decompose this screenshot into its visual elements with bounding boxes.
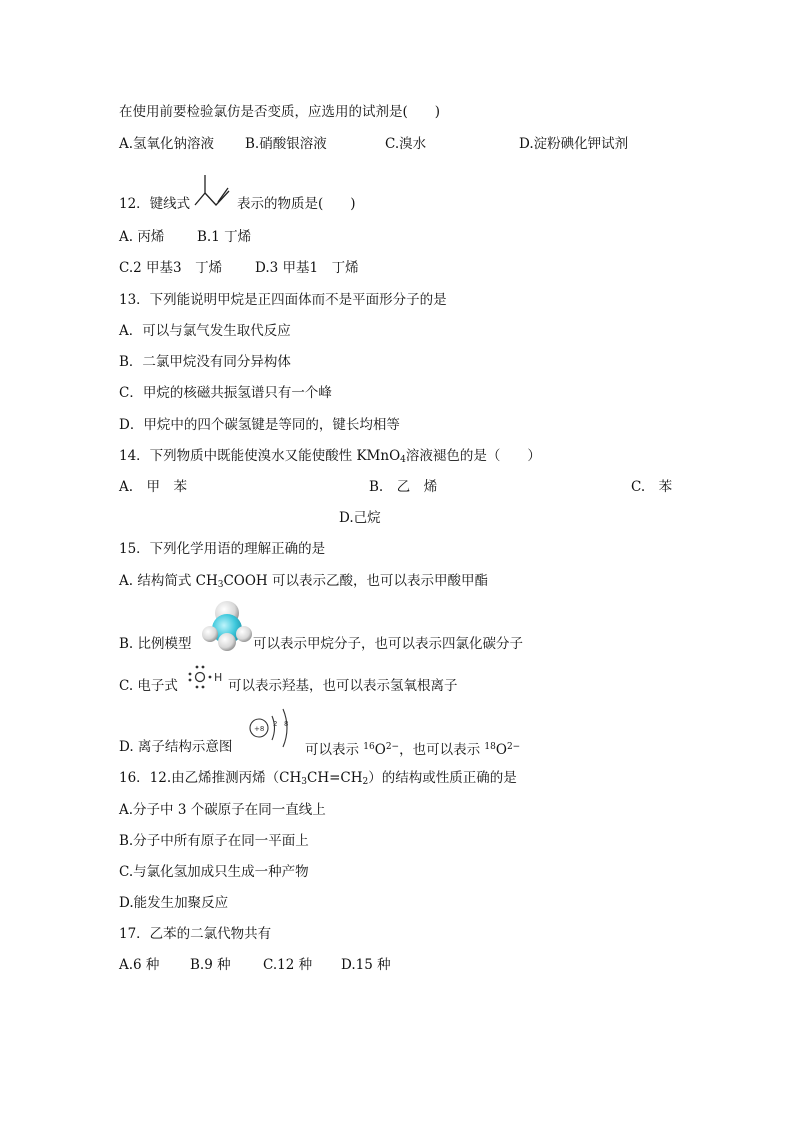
- option-d: D.3 甲基1 丁烯: [255, 260, 359, 276]
- question-13-stem: 13．下列能说明甲烷是正四面体而不是平面形分子的是: [119, 292, 447, 308]
- option-c-text: 可以表示羟基，也可以表示氢氧根离子: [228, 678, 458, 694]
- option-c: C.12 种: [263, 957, 313, 973]
- shell-1-count: 2: [273, 720, 278, 728]
- option-c: C.溴水: [385, 136, 427, 152]
- option-b: B. 乙 烯: [369, 479, 438, 495]
- space-filling-model-figure: [202, 600, 252, 652]
- option-d: D.己烷: [339, 510, 381, 526]
- option-d: D.淀粉碘化钾试剂: [519, 136, 629, 152]
- option-a: A. 结构简式 $CH_3COOH$ 可以表示乙酸，也可以表示甲酸甲酯: [119, 573, 488, 590]
- option-a: A.氢氧化钠溶液: [119, 136, 215, 152]
- question-12-suffix: 表示的物质是( ): [237, 196, 356, 212]
- option-d-text: 可以表示 $^{16}O^{2-}$，也可以表示 $^{18}O^{2-}$: [305, 742, 521, 758]
- question-stem-chloroform: 在使用前要检验氯仿是否变质，应选用的试剂是( ): [119, 104, 441, 120]
- option-b-text: 可以表示甲烷分子，也可以表示四氯化碳分子: [253, 636, 523, 652]
- option-b: B.9 种: [190, 957, 231, 973]
- option-d: D．甲烷中的四个碳氢键是等同的，键长均相等: [119, 417, 400, 433]
- option-d: D.15 种: [341, 957, 391, 973]
- question-17-stem: 17．乙苯的二氯代物共有: [119, 926, 272, 942]
- option-a: A.6 种: [119, 957, 160, 973]
- ion-structure-diagram-figure: [245, 704, 303, 752]
- nucleus-charge-label: +8: [254, 725, 265, 733]
- shell-2-count: 8: [284, 720, 289, 728]
- option-c: C.2 甲基3 丁烯: [119, 260, 223, 276]
- option-a: A.分子中 3 个碳原子在同一直线上: [119, 802, 326, 818]
- option-c: C. 苯: [631, 479, 673, 495]
- option-b: B.1 丁烯: [197, 229, 252, 245]
- option-c: C．甲烷的核磁共振氢谱只有一个峰: [119, 385, 332, 401]
- option-b-label: B. 比例模型: [119, 636, 192, 652]
- option-d-label: D. 离子结构示意图: [119, 739, 233, 755]
- question-12-prefix: 12．键线式: [119, 196, 191, 212]
- electron-dot-formula-figure: [186, 664, 226, 690]
- question-15-stem: 15．下列化学用语的理解正确的是: [119, 541, 326, 557]
- option-b: B.硝酸银溶液: [245, 136, 327, 152]
- option-c: C.与氯化氢加成只生成一种产物: [119, 864, 309, 880]
- option-a: A. 甲 苯: [119, 479, 188, 495]
- question-14-stem: 14．下列物质中既能使溴水又能使酸性 KMnO$_4$溶液褪色的是（ ）: [119, 448, 541, 465]
- option-a: A. 丙烯: [119, 229, 165, 245]
- question-16-stem: 16．12.由乙烯推测丙烯$(CH_3CH=CH_2)$的结构或性质正确的是: [119, 770, 517, 787]
- hydrogen-symbol: H: [214, 671, 223, 684]
- option-d: D.能发生加聚反应: [119, 895, 229, 911]
- option-b: B．二氯甲烷没有同分异构体: [119, 354, 291, 370]
- option-b: B.分子中所有原子在同一平面上: [119, 833, 309, 849]
- option-c-label: C. 电子式: [119, 678, 178, 694]
- skeletal-formula-figure: [193, 172, 235, 208]
- option-a: A．可以与氯气发生取代反应: [119, 323, 291, 339]
